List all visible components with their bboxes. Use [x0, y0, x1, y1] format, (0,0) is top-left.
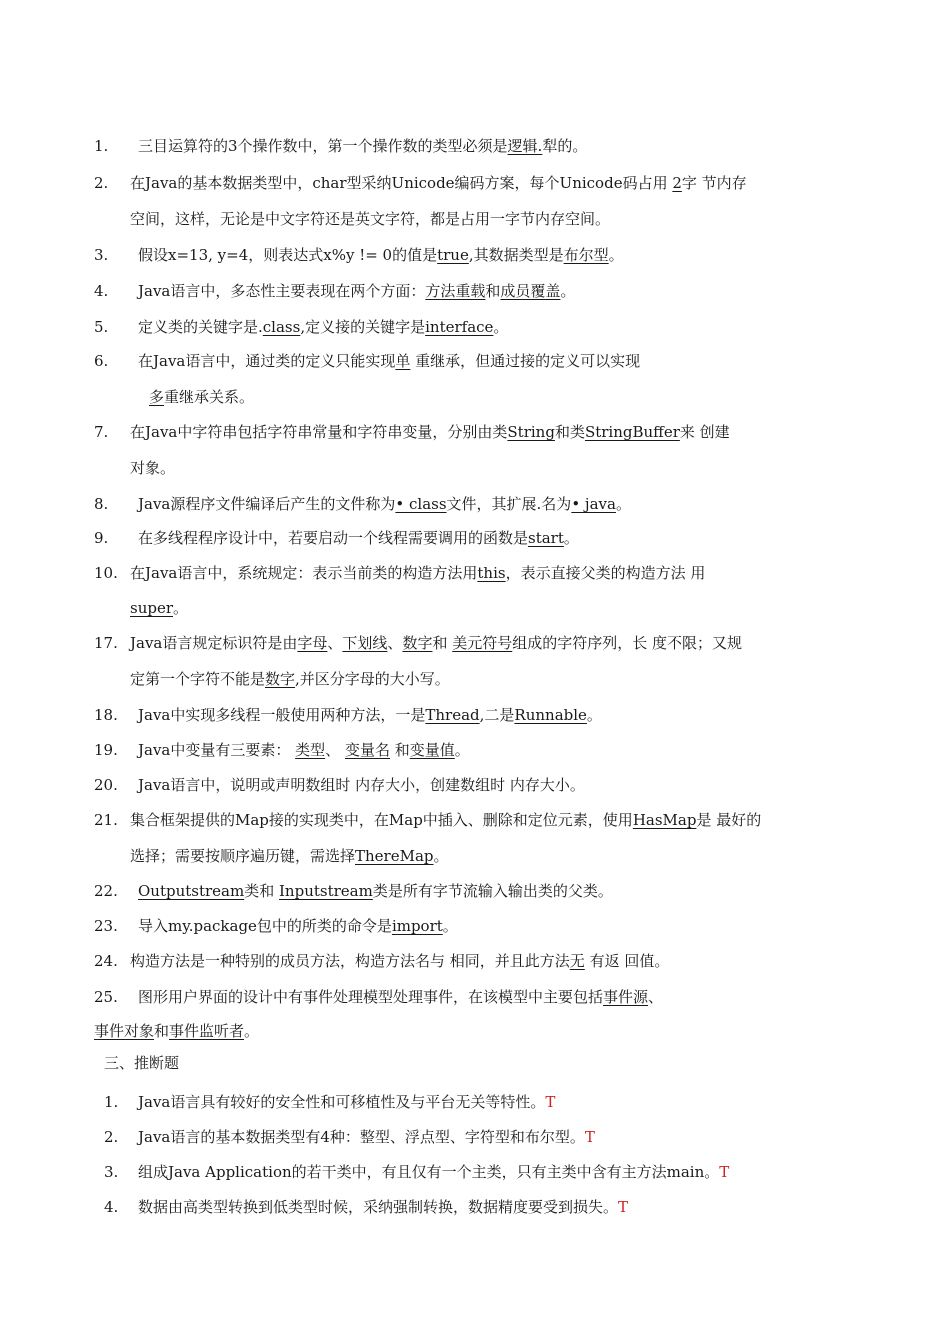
question-text: 集合框架提供的Map接的实现类中，在Map中插入、删除和定位元素，使用: [130, 811, 633, 829]
question-text: 来 创建: [679, 423, 730, 441]
question-text: ,并区分字母的大小写。: [295, 670, 450, 688]
tf-text: 数据由高类型转换到低类型时候，采纳强制转换，数据精度要受到损失。: [138, 1198, 619, 1216]
item-number: 24.: [94, 952, 118, 970]
question-text: Java中变量有三要素：: [138, 741, 296, 759]
item-number: 1.: [94, 137, 109, 155]
tf-text: 组成Java Application的若干类中，有且仅有一个主类，只有主类中含有主方法main。: [138, 1163, 720, 1181]
question-line: [130, 951, 669, 971]
answer-blank: 无: [569, 952, 585, 970]
answer-blank: HasMap: [632, 811, 697, 829]
question-continuation: [130, 669, 450, 689]
answer-blank: 数字: [402, 634, 433, 652]
question-text: 组成的字符序列，长 度不限；又规: [512, 634, 743, 652]
question-text: 重继承关系。: [164, 388, 255, 406]
tf-answer: T: [618, 1198, 629, 1216]
answer-blank: 事件对象: [94, 1022, 155, 1040]
tf-answer: T: [584, 1128, 595, 1146]
question-text: 、: [327, 634, 343, 652]
item-number: 3.: [94, 246, 109, 264]
question-text: ,其数据类型是: [468, 246, 564, 264]
question-text: 图形用户界面的设计中有事件处理模型处理事件，在该模型中主要包括: [138, 988, 604, 1006]
question-continuation: [130, 846, 449, 866]
tf-answer: T: [545, 1093, 556, 1111]
question-line: [138, 245, 624, 265]
answer-blank: this: [477, 564, 506, 582]
question-text: 三目运算符的3个操作数中，第一个操作数的类型必须是: [138, 137, 508, 155]
item-number: 21.: [94, 811, 118, 829]
question-text: 。: [173, 599, 189, 617]
tf-number: 4.: [104, 1198, 119, 1216]
tf-statement: [138, 1162, 729, 1182]
question-line: [138, 705, 602, 725]
question-text: 。: [454, 741, 470, 759]
question-text: 。: [442, 917, 458, 935]
question-text: 。: [433, 847, 449, 865]
answer-blank: 逻辑.: [507, 137, 543, 155]
question-text: 字 节内存: [681, 174, 747, 192]
item-number: 18.: [94, 706, 118, 724]
question-text: 。: [608, 246, 624, 264]
question-line: [138, 987, 663, 1007]
question-text: 在Java语言中，系统规定：表示当前类的构造方法用: [130, 564, 478, 582]
question-text: 选择；需要按顺序遍历键，需选择: [130, 847, 356, 865]
question-text: 。: [560, 282, 576, 300]
item-number: 17.: [94, 634, 118, 652]
answer-blank: 事件监听者: [169, 1022, 245, 1040]
question-text: 导入my.package包中的所类的命令是: [138, 917, 392, 935]
question-continuation: [130, 209, 610, 229]
question-text: 文件，其扩展.名为: [446, 495, 572, 513]
tf-statement: [138, 1197, 628, 1217]
item-number: 20.: [94, 776, 118, 794]
question-text: 在Java中字符串包括字符串常量和字符串变量，分别由类: [130, 423, 508, 441]
answer-blank: 多: [149, 388, 165, 406]
question-text: 类和: [244, 882, 279, 900]
question-text: 重继承，但通过接的定义可以实现: [410, 352, 641, 370]
answer-blank: 类型: [295, 741, 326, 759]
question-text: 是 最好的: [696, 811, 762, 829]
tf-text: Java语言的基本数据类型有4种：整型、浮点型、字符型和布尔型。: [138, 1128, 585, 1146]
answer-blank: 数字: [265, 670, 296, 688]
item-number: 22.: [94, 882, 118, 900]
tf-number: 3.: [104, 1163, 119, 1181]
answer-blank: class: [262, 318, 301, 336]
answer-blank: Inputstream: [279, 882, 373, 900]
question-line: [138, 351, 640, 371]
question-text: 假设x=13, y=4，则表达式x%y != 0的值是: [138, 246, 438, 264]
question-line: [138, 494, 631, 514]
answer-blank: 单: [395, 352, 411, 370]
question-line: [138, 136, 587, 156]
question-text: 和类: [554, 423, 585, 441]
question-text: 。: [615, 495, 631, 513]
item-number: 8.: [94, 495, 109, 513]
item-number: 23.: [94, 917, 118, 935]
item-number: 9.: [94, 529, 109, 547]
question-text: 和: [154, 1022, 170, 1040]
item-number: 10.: [94, 564, 118, 582]
item-number: 7.: [94, 423, 109, 441]
question-text: ,二是: [479, 706, 515, 724]
answer-blank: String: [507, 423, 555, 441]
question-text: 。: [244, 1022, 260, 1040]
tf-number: 2.: [104, 1128, 119, 1146]
answer-blank: interface: [425, 318, 494, 336]
question-text: ，表示直接父类的构造方法 用: [505, 564, 706, 582]
question-continuation: [130, 458, 175, 478]
answer-blank: 下划线: [342, 634, 388, 652]
question-line: [130, 563, 705, 583]
item-number: 25.: [94, 988, 118, 1006]
answer-blank: true: [437, 246, 469, 264]
question-text: 空间，这样，无论是中文字符还是英文字符，都是占用一字节内存空间。: [130, 210, 611, 228]
answer-blank: 事件源: [603, 988, 649, 1006]
tf-statement: [138, 1092, 555, 1112]
question-text: 。: [563, 529, 579, 547]
question-text: Java语言中，说明或声明数组时 内存大小，创建数组时 内存大小。: [138, 776, 585, 794]
question-line: [130, 173, 747, 193]
question-text: 构造方法是一种特别的成员方法，构造方法名与 相同，并且此方法: [130, 952, 570, 970]
answer-blank: 2: [672, 174, 682, 192]
answer-blank: Thread: [425, 706, 480, 724]
question-line: [130, 633, 742, 653]
question-text: 类是所有字节流输入输出类的父类。: [372, 882, 613, 900]
question-text: 和: [432, 634, 453, 652]
question-continuation: [130, 598, 188, 618]
answer-blank: Outputstream: [138, 882, 245, 900]
answer-blank: StringBuffer: [584, 423, 680, 441]
question-text: ,定义接的关键字是: [300, 318, 426, 336]
question-line: [138, 281, 575, 301]
question-line: [138, 775, 585, 795]
section-title: 三、推断题: [104, 1054, 180, 1072]
answer-blank: Runnable: [514, 706, 587, 724]
question-text: 在多线程程序设计中，若要启动一个线程需要调用的函数是: [138, 529, 529, 547]
question-continuation: [94, 1021, 259, 1041]
item-number: 2.: [94, 174, 109, 192]
answer-blank: • class: [395, 495, 447, 513]
question-text: 犁的。: [542, 137, 588, 155]
question-text: 在Java语言中，通过类的定义只能实现: [138, 352, 396, 370]
question-line: [138, 317, 508, 337]
question-text: 在Java的基本数据类型中，char型采纳Unicode编码方案，每个Unicode码占用: [130, 174, 673, 192]
tf-statement: [138, 1127, 595, 1147]
question-text: Java语言规定标识符是由: [130, 634, 298, 652]
question-line: [130, 422, 730, 442]
question-text: 对象。: [130, 459, 176, 477]
question-text: 有返 回值。: [584, 952, 670, 970]
answer-blank: 变量名: [344, 741, 390, 759]
tf-number: 1.: [104, 1093, 119, 1111]
question-text: 定第一个字符不能是: [130, 670, 266, 688]
answer-blank: 变量值: [409, 741, 455, 759]
question-text: 。: [586, 706, 602, 724]
question-text: 。: [493, 318, 509, 336]
question-text: 、: [325, 741, 345, 759]
question-text: Java源程序文件编译后产生的文件称为: [138, 495, 396, 513]
item-number: 5.: [94, 318, 109, 336]
question-text: 和: [389, 741, 410, 759]
tf-answer: T: [719, 1163, 730, 1181]
item-number: 4.: [94, 282, 109, 300]
question-text: 定义类的关键字是.: [138, 318, 263, 336]
question-line: [138, 528, 579, 548]
question-line: [138, 740, 470, 760]
item-number: 19.: [94, 741, 118, 759]
question-line: [130, 810, 761, 830]
question-text: 和: [485, 282, 501, 300]
answer-blank: 字母: [297, 634, 328, 652]
tf-text: Java语言具有较好的安全性和可移植性及与平台无关等特性。: [138, 1093, 546, 1111]
question-text: 、: [387, 634, 403, 652]
question-text: 、: [648, 988, 664, 1006]
question-text: Java语言中，多态性主要表现在两个方面：: [138, 282, 426, 300]
item-number: 6.: [94, 352, 109, 370]
answer-blank: import: [391, 917, 443, 935]
answer-blank: 美元符号: [452, 634, 513, 652]
answer-blank: 布尔型: [563, 246, 609, 264]
answer-blank: ThereMap: [355, 847, 434, 865]
answer-blank: 成员覆盖: [500, 282, 561, 300]
answer-blank: super: [130, 599, 174, 617]
question-line: [138, 916, 458, 936]
question-line: [138, 881, 613, 901]
question-text: Java中实现多线程一般使用两种方法，一是: [138, 706, 426, 724]
answer-blank: • java: [571, 495, 616, 513]
answer-blank: 方法重载: [425, 282, 486, 300]
answer-blank: start: [528, 529, 564, 547]
question-continuation: [149, 387, 254, 407]
